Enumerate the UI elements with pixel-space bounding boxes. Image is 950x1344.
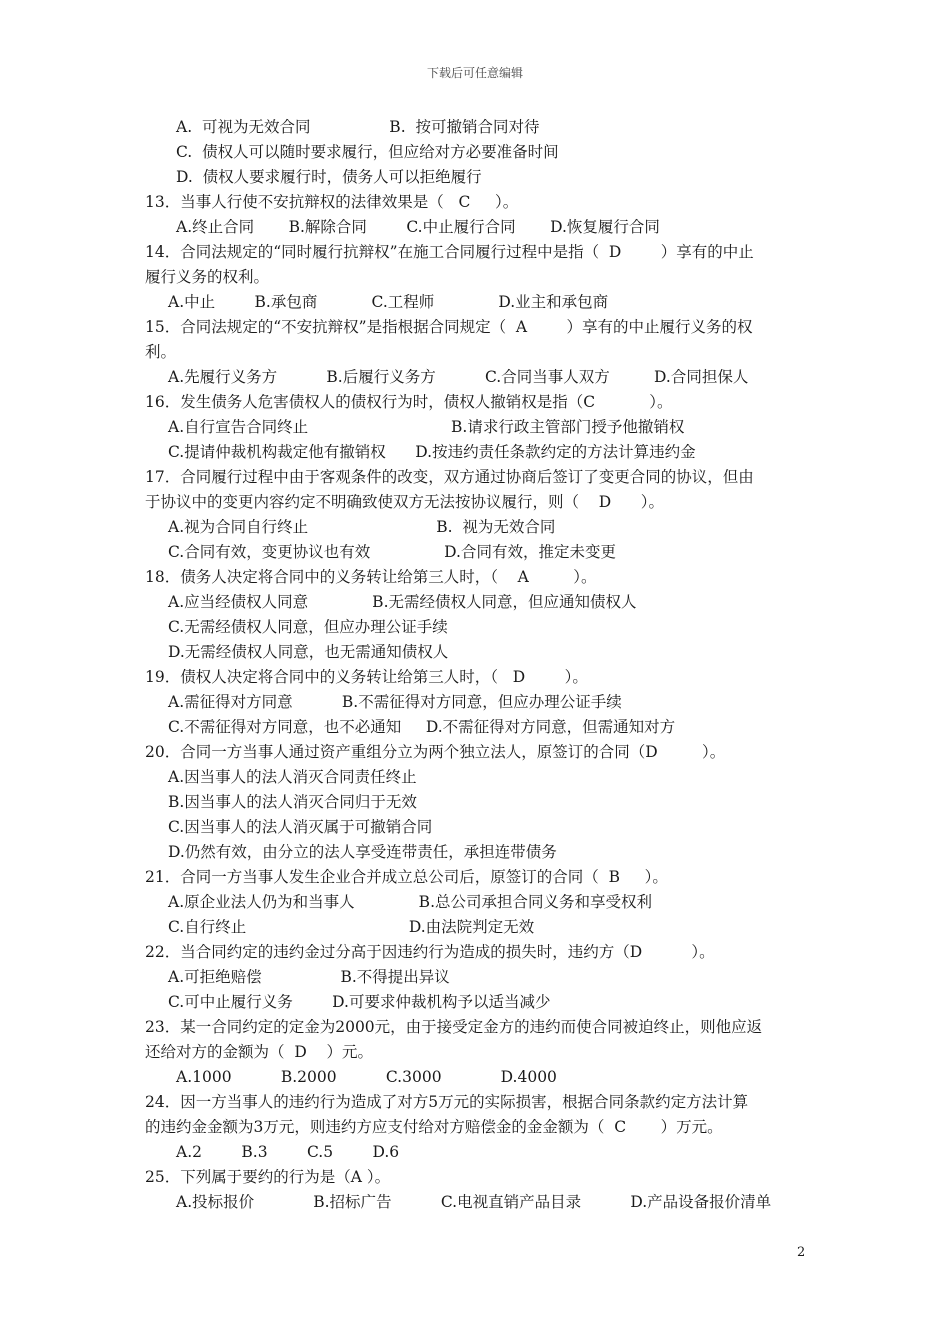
text-line: 利。 bbox=[145, 343, 177, 361]
text-line: A.应当经债权人同意 B.无需经债权人同意，但应通知债权人 bbox=[168, 593, 637, 611]
text-line: 13．当事人行使不安抗辩权的法律效果是（ C ）。 bbox=[145, 193, 519, 211]
text-line: A.投标报价 B.招标广告 C.电视直销产品目录 D.产品设备报价清单 bbox=[176, 1193, 772, 1211]
text-line: A.自行宣告合同终止 B.请求行政主管部门授予他撤销权 bbox=[168, 418, 685, 436]
text-line: 19．债权人决定将合同中的义务转让给第三人时，（ D ）。 bbox=[145, 668, 588, 686]
text-line: B.因当事人的法人消灭合同归于无效 bbox=[168, 793, 417, 811]
text-line: C.提请仲裁机构裁定他有撤销权 D.按违约责任条款约定的方法计算违约金 bbox=[168, 443, 696, 461]
text-line: C. 债权人可以随时要求履行，但应给对方必要准备时间 bbox=[176, 143, 559, 161]
text-line: 15．合同法规定的“不安抗辩权”是指根据合同规定（ A ）享有的中止履行义务的权 bbox=[145, 318, 753, 336]
text-line: A.先履行义务方 B.后履行义务方 C.合同当事人双方 D.合同担保人 bbox=[168, 368, 749, 386]
page-header: 下载后可任意编辑 bbox=[426, 66, 523, 80]
text-line: 16．发生债务人危害债权人的债权行为时，债权人撤销权是指（C ）。 bbox=[145, 393, 673, 411]
text-line: A.需征得对方同意 B.不需征得对方同意，但应办理公证手续 bbox=[168, 693, 622, 711]
text-line: A.2 B.3 C.5 D.6 bbox=[176, 1143, 400, 1161]
text-line: C.因当事人的法人消灭属于可撤销合同 bbox=[168, 818, 433, 836]
text-line: C.自行终止 D.由法院判定无效 bbox=[168, 918, 535, 936]
text-line: 23．某一合同约定的定金为2000元，由于接受定金方的违约而使合同被迫终止，则他应返 bbox=[145, 1018, 763, 1036]
text-line: 还给对方的金额为（ D ）元。 bbox=[145, 1043, 373, 1061]
text-line: 17．合同履行过程中由于客观条件的改变，双方通过协商后签订了变更合同的协议，但由 bbox=[145, 468, 754, 486]
text-line: A.因当事人的法人消灭合同责任终止 bbox=[168, 768, 417, 786]
text-line: D.仍然有效，由分立的法人享受连带责任，承担连带债务 bbox=[168, 843, 557, 861]
text-line: D.无需经债权人同意，也无需通知债权人 bbox=[168, 643, 449, 661]
text-line: A.终止合同 B.解除合同 C.中止履行合同 D.恢复履行合同 bbox=[176, 218, 660, 236]
text-line: A. 可视为无效合同 B. 按可撤销合同对待 bbox=[176, 118, 540, 136]
text-line: C.合同有效，变更协议也有效 D.合同有效，推定未变更 bbox=[168, 543, 616, 561]
text-line: A.中止 B.承包商 C.工程师 D.业主和承包商 bbox=[168, 293, 609, 311]
text-line: 21．合同一方当事人发生企业合并成立总公司后，原签订的合同（ B ）。 bbox=[145, 868, 668, 886]
text-line: C.不需征得对方同意，也不必通知 D.不需征得对方同意，但需通知对方 bbox=[168, 718, 676, 736]
text-line: 25．下列属于要约的行为是（A ）。 bbox=[145, 1168, 391, 1186]
text-line: A.可拒绝赔偿 B.不得提出异议 bbox=[168, 968, 450, 986]
text-line: 14．合同法规定的“同时履行抗辩权”在施工合同履行过程中是指（ D ）享有的中止 bbox=[145, 243, 754, 261]
text-line: 22．当合同约定的违约金过分高于因违约行为造成的损失时，违约方（D ）。 bbox=[145, 943, 715, 961]
text-line: A.原企业法人仍为和当事人 B.总公司承担合同义务和享受权利 bbox=[168, 893, 652, 911]
text-line: 的违约金金额为3万元，则违约方应支付给对方赔偿金的金金额为（ C ）万元。 bbox=[145, 1118, 723, 1136]
text-line: A.视为合同自行终止 B. 视为无效合同 bbox=[168, 518, 556, 536]
text-line: C.无需经债权人同意，但应办理公证手续 bbox=[168, 618, 448, 636]
text-line: 18．债务人决定将合同中的义务转让给第三人时，（ A ）。 bbox=[145, 568, 597, 586]
text-line: 20．合同一方当事人通过资产重组分立为两个独立法人，原签订的合同（D ）。 bbox=[145, 743, 726, 761]
text-line: 于协议中的变更内容约定不明确致使双方无法按协议履行，则（ D ）。 bbox=[145, 493, 664, 511]
text-line: 履行义务的权利。 bbox=[145, 268, 270, 286]
text-line: 24．因一方当事人的违约行为造成了对方5万元的实际损害，根据合同条款约定方法计算 bbox=[145, 1093, 749, 1111]
text-line: D. 债权人要求履行时，债务人可以拒绝履行 bbox=[176, 168, 482, 186]
text-line: C.可中止履行义务 D.可要求仲裁机构予以适当减少 bbox=[168, 993, 551, 1011]
text-line: A.1000 B.2000 C.3000 D.4000 bbox=[176, 1068, 557, 1086]
page-number: 2 bbox=[797, 1245, 806, 1260]
